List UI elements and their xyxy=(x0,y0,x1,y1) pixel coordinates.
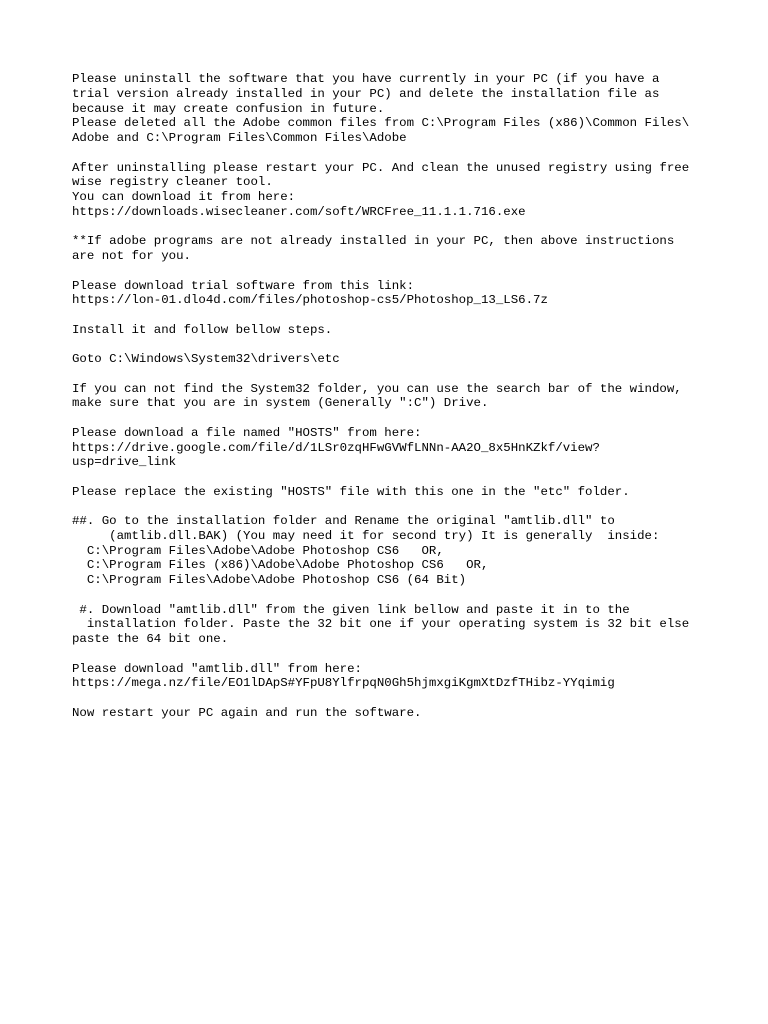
text-line: Please download "amtlib.dll" from here: xyxy=(72,661,362,676)
paragraph xyxy=(72,323,712,338)
paragraph xyxy=(72,234,712,264)
paragraph xyxy=(72,161,712,220)
text-line: Now restart your PC again and run the software. xyxy=(72,705,422,720)
paragraph xyxy=(72,706,712,721)
text-line: Please download a file named "HOSTS" from here: xyxy=(72,425,422,440)
text-line: After uninstalling please restart your PC. And clean the unused registry using free xyxy=(72,160,690,175)
text-line: #. Download "amtlib.dll" from the given link bellow and paste it in to the xyxy=(72,602,630,617)
text-line: https://drive.google.com/file/d/1LSr0zqHFwGVWfLNNn-AA2O_8x5HnKZkf/view? xyxy=(72,440,600,455)
text-line: If you can not find the System32 folder, you can use the search bar of the window, xyxy=(72,381,682,396)
paragraph xyxy=(72,72,712,146)
paragraph xyxy=(72,603,712,647)
paragraph xyxy=(72,279,712,309)
paragraph xyxy=(72,382,712,412)
text-line: C:\Program Files (x86)\Adobe\Adobe Photoshop CS6 OR, xyxy=(72,558,489,573)
text-line: You can download it from here: xyxy=(72,190,296,205)
paragraph xyxy=(72,426,712,470)
text-line: because it may create confusion in future. xyxy=(72,101,385,116)
text-line: https://mega.nz/file/EO1lDApS#YFpU8YlfrpqN0Gh5hjmxgiKgmXtDzfTHibz-YYqimig xyxy=(72,676,615,691)
text-line: are not for you. xyxy=(72,249,191,264)
text-line: (amtlib.dll.BAK) (You may need it for second try) It is generally inside: xyxy=(72,528,660,543)
paragraph xyxy=(72,352,712,367)
text-line: paste the 64 bit one. xyxy=(72,632,229,647)
paragraph xyxy=(72,485,712,500)
text-line: **If adobe programs are not already installed in your PC, then above instructions xyxy=(72,234,675,249)
text-line: Please deleted all the Adobe common files from C:\Program Files (x86)\Common Files\ xyxy=(72,116,690,131)
paragraph xyxy=(72,662,712,692)
text-line: https://downloads.wisecleaner.com/soft/WRCFree_11.1.1.716.exe xyxy=(72,204,526,219)
text-line: C:\Program Files\Adobe\Adobe Photoshop CS6 (64 Bit) xyxy=(72,573,467,588)
text-line: wise registry cleaner tool. xyxy=(72,175,273,190)
text-line: Please replace the existing "HOSTS" file with this one in the "etc" folder. xyxy=(72,484,630,499)
paragraph xyxy=(72,514,712,588)
text-line: Please download trial software from this link: xyxy=(72,278,415,293)
text-line: Goto C:\Windows\System32\drivers\etc xyxy=(72,352,340,367)
text-line: Install it and follow bellow steps. xyxy=(72,322,333,337)
text-line: ##. Go to the installation folder and Rename the original "amtlib.dll" to xyxy=(72,514,615,529)
text-line: usp=drive_link xyxy=(72,455,177,470)
text-line: installation folder. Paste the 32 bit one if your operating system is 32 bit else xyxy=(72,617,690,632)
text-line: trial version already installed in your PC) and delete the installation file as xyxy=(72,86,660,101)
text-line: https://lon-01.dlo4d.com/files/photoshop-cs5/Photoshop_13_LS6.7z xyxy=(72,293,548,308)
document-page xyxy=(72,72,712,735)
text-line: C:\Program Files\Adobe\Adobe Photoshop CS6 OR, xyxy=(72,543,444,558)
text-line: Adobe and C:\Program Files\Common Files\Adobe xyxy=(72,131,407,146)
text-line: Please uninstall the software that you have currently in your PC (if you have a xyxy=(72,72,660,86)
text-line: make sure that you are in system (Generally ":C") Drive. xyxy=(72,396,489,411)
